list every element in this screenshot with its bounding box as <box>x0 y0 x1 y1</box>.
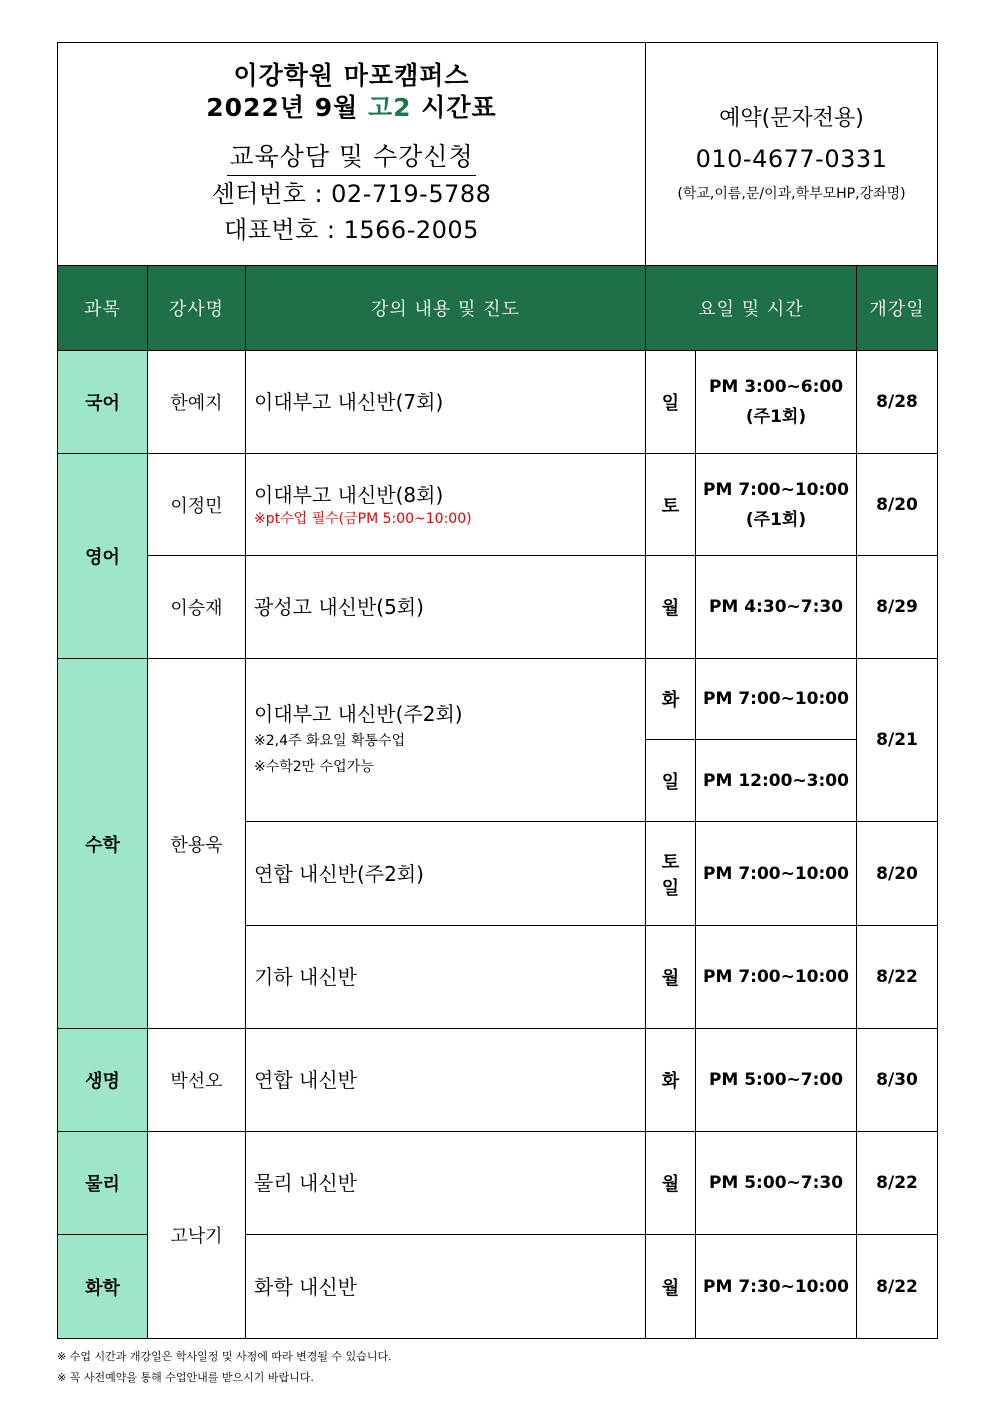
time-cell: PM 7:00~10:00 (주1회) <box>696 454 857 556</box>
footnotes <box>57 1346 392 1388</box>
schedule-title: 2022년 9월 고2 시간표 <box>206 93 497 122</box>
main-phone: 대표번호 : 1566-2005 <box>224 216 479 244</box>
course-cell: 물리 내신반 <box>246 1132 646 1235</box>
course-note: ※2,4주 화요일 확통수업 <box>254 733 406 749</box>
day-cell: 월 <box>646 556 696 659</box>
teacher-cell: 박선오 <box>148 1029 246 1132</box>
table-row <box>58 1132 938 1235</box>
teacher-cell: 한예지 <box>148 351 246 454</box>
day-cell: 월 <box>646 1235 696 1339</box>
teacher-cell: 한용욱 <box>148 659 246 1029</box>
time-cell: PM 5:00~7:30 <box>696 1132 857 1235</box>
time-cell: PM 3:00~6:00 (주1회) <box>696 351 857 454</box>
day-cell: 화 <box>646 659 696 740</box>
course-cell: 기하 내신반 <box>246 926 646 1029</box>
open-date-cell: 8/28 <box>857 351 938 454</box>
open-date-cell: 8/29 <box>857 556 938 659</box>
subject-cell: 수학 <box>58 659 148 1029</box>
footnote: ※ 수업 시간과 개강일은 학사일정 및 사정에 따라 변경될 수 있습니다. <box>57 1350 392 1363</box>
subject-cell: 영어 <box>58 454 148 659</box>
teacher-cell: 고낙기 <box>148 1132 246 1339</box>
course-cell: 이대부고 내신반(주2회) ※2,4주 화요일 확통수업 ※수학2만 수업가능 <box>246 659 646 822</box>
col-teacher: 강사명 <box>148 266 246 351</box>
open-date-cell: 8/22 <box>857 1235 938 1339</box>
time-cell: PM 7:00~10:00 <box>696 926 857 1029</box>
reservation-title: 예약(문자전용) <box>719 106 864 131</box>
teacher-cell: 이승재 <box>148 556 246 659</box>
course-cell: 연합 내신반(주2회) <box>246 822 646 926</box>
day-cell: 일 <box>646 740 696 822</box>
consult-heading: 교육상담 및 수강신청 <box>227 140 475 176</box>
timetable <box>57 42 938 1339</box>
time-cell: PM 7:30~10:00 <box>696 1235 857 1339</box>
open-date-cell: 8/20 <box>857 822 938 926</box>
table-row <box>58 1029 938 1132</box>
day-cell: 일 <box>646 351 696 454</box>
subject-cell: 국어 <box>58 351 148 454</box>
pt-note: ※pt수업 필수(금PM 5:00~10:00) <box>254 510 472 527</box>
course-cell: 화학 내신반 <box>246 1235 646 1339</box>
day-cell: 화 <box>646 1029 696 1132</box>
subject-cell: 물리 <box>58 1132 148 1235</box>
course-cell: 이대부고 내신반(7회) <box>246 351 646 454</box>
time-cell: PM 5:00~7:00 <box>696 1029 857 1132</box>
time-cell: PM 4:30~7:30 <box>696 556 857 659</box>
col-content: 강의 내용 및 진도 <box>246 266 646 351</box>
col-open-date: 개강일 <box>857 266 938 351</box>
reservation-info <box>646 43 938 266</box>
day-cell: 월 <box>646 926 696 1029</box>
header-info <box>58 43 646 266</box>
time-cell: PM 12:00~3:00 <box>696 740 857 822</box>
course-note: ※수학2만 수업가능 <box>254 759 374 775</box>
open-date-cell: 8/22 <box>857 1132 938 1235</box>
course-cell: 이대부고 내신반(8회) ※pt수업 필수(금PM 5:00~10:00) <box>246 454 646 556</box>
open-date-cell: 8/20 <box>857 454 938 556</box>
subject-cell: 생명 <box>58 1029 148 1132</box>
footnote: ※ 꼭 사전예약을 통해 수업안내를 받으시기 바랍니다. <box>57 1371 314 1384</box>
table-row <box>58 556 938 659</box>
subject-cell: 화학 <box>58 1235 148 1339</box>
teacher-cell: 이정민 <box>148 454 246 556</box>
open-date-cell: 8/21 <box>857 659 938 822</box>
course-cell: 광성고 내신반(5회) <box>246 556 646 659</box>
column-header-row <box>58 266 938 351</box>
table-row <box>58 659 938 740</box>
open-date-cell: 8/22 <box>857 926 938 1029</box>
reservation-number: 010-4677-0331 <box>695 145 888 173</box>
col-subject: 과목 <box>58 266 148 351</box>
col-schedule: 요일 및 시간 <box>646 266 857 351</box>
day-cell: 토 일 <box>646 822 696 926</box>
table-row <box>58 351 938 454</box>
time-cell: PM 7:00~10:00 <box>696 659 857 740</box>
center-phone: 센터번호 : 02-719-5788 <box>211 180 492 208</box>
table-row <box>58 454 938 556</box>
course-cell: 연합 내신반 <box>246 1029 646 1132</box>
day-cell: 월 <box>646 1132 696 1235</box>
day-cell: 토 <box>646 454 696 556</box>
academy-title: 이강학원 마포캠퍼스 <box>233 61 470 90</box>
grade-label: 고2 <box>367 93 412 122</box>
reservation-note: (학교,이름,문/이과,학부모HP,강좌명) <box>677 186 906 202</box>
time-cell: PM 7:00~10:00 <box>696 822 857 926</box>
open-date-cell: 8/30 <box>857 1029 938 1132</box>
